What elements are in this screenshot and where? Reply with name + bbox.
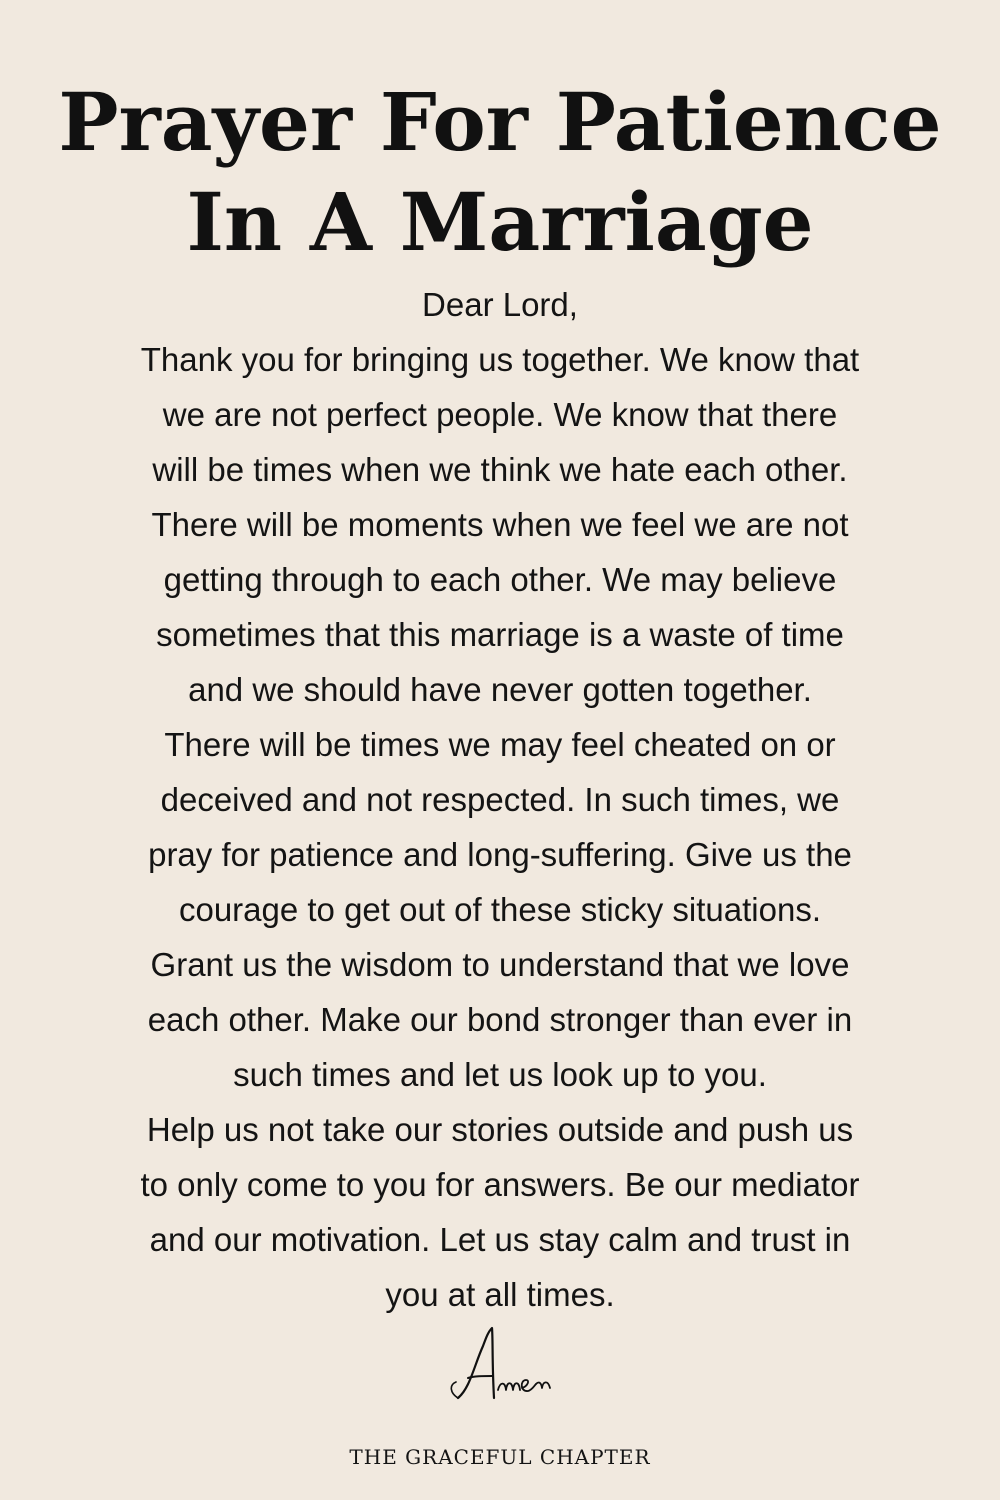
prayer-body	[50, 277, 950, 1322]
prayer-line: getting through to each other. We may believe	[163, 561, 837, 598]
prayer-line: and our motivation. Let us stay calm and trust in	[149, 1221, 851, 1258]
prayer-line: Dear Lord,	[422, 286, 578, 323]
prayer-line: will be times when we think we hate each other.	[152, 451, 848, 488]
prayer-line: Grant us the wisdom to understand that we love	[150, 946, 850, 983]
prayer-line: Thank you for bringing us together. We know that	[140, 341, 860, 378]
prayer-line: There will be times we may feel cheated on or	[164, 726, 836, 763]
amen-signature	[440, 1320, 590, 1420]
prayer-line: Help us not take our stories outside and push us	[146, 1111, 854, 1148]
prayer-line: each other. Make our bond stronger than ever in	[147, 1001, 853, 1038]
prayer-line: There will be moments when we feel we are not	[151, 506, 849, 543]
prayer-line: deceived and not respected. In such times, we	[160, 781, 840, 818]
title-line-1: Prayer For Patience	[58, 75, 942, 169]
prayer-line: courage to get out of these sticky situations.	[178, 891, 822, 928]
title-line-2: In A Marriage	[186, 175, 814, 269]
signature-svg	[440, 1320, 590, 1420]
page-title	[0, 72, 1000, 272]
footer-brand: THE GRACEFUL CHAPTER	[349, 1445, 651, 1469]
prayer-line: to only come to you for answers. Be our mediator	[140, 1166, 860, 1203]
prayer-line: and we should have never gotten together.	[188, 671, 812, 708]
prayer-line: you at all times.	[385, 1276, 615, 1313]
prayer-line: pray for patience and long-suffering. Give us the	[148, 836, 852, 873]
prayer-line: sometimes that this marriage is a waste of time	[156, 616, 844, 653]
prayer-line: such times and let us look up to you.	[233, 1056, 767, 1093]
prayer-line: we are not perfect people. We know that there	[162, 396, 838, 433]
